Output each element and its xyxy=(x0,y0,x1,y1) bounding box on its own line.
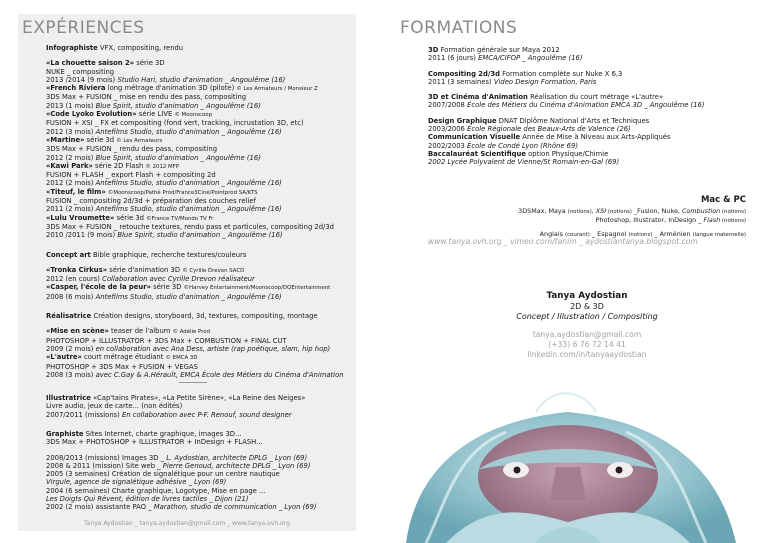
project-studio: Collaboration avec Cyrille Drevon réalisateur xyxy=(102,275,255,284)
project-detail: long métrage d'animation 3D (pilote) xyxy=(105,84,237,93)
formation-line xyxy=(428,70,746,78)
exp-line xyxy=(46,353,350,362)
formation-line xyxy=(428,46,746,54)
formation-title: 3D xyxy=(428,46,439,54)
project-detail: série LIVE xyxy=(136,110,175,119)
exp-line xyxy=(46,145,350,153)
formation-detail: Réalisation du court métrage «L'autre» xyxy=(527,93,664,102)
project-detail: NUKE _ compositing xyxy=(46,67,115,76)
project-credit: ©France TV/Mondo TV Fr xyxy=(146,215,214,222)
project-detail: FUSION _ compositing 2d/3d + préparation des couches relief xyxy=(46,197,256,206)
formation-line xyxy=(428,101,746,109)
exp-entries xyxy=(46,59,350,239)
skills-languages-line: Anglais (courant) _ Espagnol (notions) _ Arménien (langue maternelle) xyxy=(539,229,746,238)
project-detail: 3DS Max + FUSION _ rendu des pass, compositing xyxy=(46,145,218,154)
project-title: «Casper, l'école de la peur» xyxy=(46,283,151,292)
project-studio: Antefilms Studio, studio d'animation _ Angoulême (16) xyxy=(95,127,282,136)
formations-heading: FORMATIONS xyxy=(400,18,518,38)
formation-line xyxy=(428,142,746,150)
project-studio: Pierre Genoud, architecte DPLG _ Lyon (69) xyxy=(162,461,311,470)
project-detail: 2012 (2 mois) xyxy=(46,153,96,162)
exp-line xyxy=(46,337,350,345)
formation-detail: Année de Mise à Niveau aux Arts-Appliqués xyxy=(520,133,671,142)
skills-software-line: Photoshop, Illustrator, InDesign _ Flash (notions) xyxy=(595,216,746,225)
project-credit: © Moonscoop xyxy=(174,112,212,119)
exp-line xyxy=(46,478,350,486)
exp-line xyxy=(46,223,350,231)
email-link[interactable]: tanya.aydostian@gmail.com xyxy=(532,330,642,339)
formation-school: École des Métiers du Cinéma d'Animation EMCA 3D _ Angoulême (16) xyxy=(467,101,705,110)
formation-detail: 2011 (3 semaines) xyxy=(428,77,494,86)
exp-line xyxy=(46,214,350,223)
footer-contact: Tanya Aydostian _ tanya.aydostian@gmail.com _ www.tanya.ovh.org xyxy=(84,520,290,527)
formation-title: 3D et Cinéma d'Animation xyxy=(428,93,528,102)
project-studio: Blue Spirit, studio d'animation _ Angoulême (16) xyxy=(117,231,283,240)
exp-line xyxy=(46,119,350,127)
exp-block-infographiste xyxy=(46,44,350,240)
exp-line xyxy=(46,68,350,76)
formation-detail: option Physique/Chimie xyxy=(525,149,609,158)
formation-entry xyxy=(428,93,746,110)
contact-card xyxy=(428,291,746,360)
project-detail: 3DS Max + FUSION _ retouche textures, rendu pass et particules, compositing 2d/3d xyxy=(46,222,334,231)
exp-role: Concept art xyxy=(46,250,91,259)
linkedin-link[interactable]: linkedin.com/in/tanyaaydostian xyxy=(527,350,647,359)
formation-line xyxy=(428,150,746,158)
exp-block-concept xyxy=(46,251,350,301)
project-title: «Titeuf, le film» xyxy=(46,187,106,196)
project-studio: L. Aydostian, architecte DPLG _ Lyon (69) xyxy=(166,453,308,462)
skills-software-line: 3DSMax, Maya (notions), XSI (notions) _Fusion, Nuke, Combustion (notions) xyxy=(518,206,746,215)
formation-line xyxy=(428,133,746,141)
project-detail: série 3D xyxy=(151,283,184,292)
exp-line xyxy=(46,470,350,478)
exp-line xyxy=(46,171,350,179)
project-credit: © Les Armateurs xyxy=(116,137,163,144)
exp-role: Illustratrice xyxy=(46,394,91,403)
project-detail: 2012 (3 mois) xyxy=(46,127,96,136)
project-title: «Code Lyoko Evolution» xyxy=(46,110,137,119)
exp-line xyxy=(46,327,350,336)
formation-detail: 2002/2003 xyxy=(428,141,468,150)
project-detail: PHOTOSHOP + ILLUSTRATOR + 3DS Max + COMBUSTION + FINAL CUT xyxy=(46,336,287,345)
formation-line xyxy=(428,158,746,166)
formation-title: Design Graphique xyxy=(428,116,497,125)
project-credit: © Adélie Prod xyxy=(172,329,211,336)
project-detail: série d'animation 3D xyxy=(107,265,183,274)
experiences-column xyxy=(46,44,350,512)
exp-line xyxy=(46,205,350,213)
exp-line xyxy=(46,154,350,162)
skills-block xyxy=(518,196,746,239)
project-title: «Martine» xyxy=(46,135,85,144)
project-credit: © EMCA 3D xyxy=(165,355,198,362)
exp-line xyxy=(46,487,350,495)
project-detail: 2008 (6 mois) xyxy=(46,292,96,301)
project-studio: Marathon, studio de communication _ Lyon (69) xyxy=(153,503,317,512)
project-studio: Blue Spirit, studio d'animation _ Angoulême (16) xyxy=(95,153,261,162)
project-title: «Mise en scène» xyxy=(46,327,109,336)
project-title: «La chouette saison 2» xyxy=(46,59,135,68)
exp-line xyxy=(46,179,350,187)
exp-line: Livre audio, jeux de carte... (non édités) xyxy=(46,402,183,411)
exp-role: Infographiste xyxy=(46,44,98,52)
exp-role-desc: VFX, compositing, rendu xyxy=(97,44,184,52)
formation-title: Communication Visuelle xyxy=(428,133,521,142)
project-detail: 2012 (2 mois) xyxy=(46,179,96,188)
project-detail: court métrage étudiant xyxy=(81,353,166,362)
formation-school: EMCA/CIFOP _ Angoulême (16) xyxy=(478,54,583,63)
exp-place: En collaboration avec P-F. Renouf, sound designer xyxy=(122,410,292,419)
formation-line xyxy=(428,54,746,62)
exp-line xyxy=(46,197,350,205)
project-studio: en collaboration avec Ana Dess, artiste (rap poétique, slam, hip hop) xyxy=(95,344,331,353)
project-credit: © 2012 MFP xyxy=(145,163,180,170)
exp-line xyxy=(46,495,350,503)
formation-line xyxy=(428,117,746,125)
formation-line xyxy=(428,125,746,133)
exp-line xyxy=(46,503,350,511)
exp-line xyxy=(46,275,350,283)
experiences-heading: EXPÉRIENCES xyxy=(22,18,145,38)
formation-entry xyxy=(428,117,746,167)
project-detail: 2012 (en cours) xyxy=(46,275,103,284)
exp-line xyxy=(46,102,350,110)
project-studio: Blue Spirit, studio d'animation _ Angoulême (16) xyxy=(95,101,261,110)
exp-line xyxy=(46,93,350,101)
formations-list xyxy=(428,46,746,167)
character-illustration xyxy=(386,382,750,543)
exp-line xyxy=(46,136,350,145)
exp-line xyxy=(46,59,350,67)
exp-block-realisatrice xyxy=(46,312,350,383)
exp-line xyxy=(46,454,350,462)
experiences-panel xyxy=(18,14,356,531)
project-credit: © Les Armateurs / Monsieur Z xyxy=(236,86,318,93)
project-detail: série 3d xyxy=(84,135,117,144)
project-detail: 2005 (3 semaines) Création de signalétique pour un centre nautique xyxy=(46,470,280,479)
exp-line xyxy=(46,128,350,136)
person-roles: Concept / Illustration / Compositing xyxy=(516,312,658,321)
exp-date: 2007/2011 (missions) xyxy=(46,410,122,419)
project-detail: 2008 & 2011 (mission) Site web _ xyxy=(46,461,163,470)
project-credit: © Cyrille Drevon SACD xyxy=(182,267,245,274)
exp-line xyxy=(46,462,350,470)
project-studio: Les Doigts Qui Rêvent, édition de livres tactiles _ Dijon (21) xyxy=(46,495,249,504)
exp-line xyxy=(46,266,350,275)
exp-block-graphiste xyxy=(46,430,350,512)
project-studio: avec C.Gay & A.Hérault, EMCA École des Métiers du Cinéma d'Animation xyxy=(95,370,344,379)
exp-role-desc: Bible graphique, recherche textures/couleurs xyxy=(90,250,247,259)
formation-school: Video Design Formation, Paris xyxy=(493,77,597,86)
exp-line xyxy=(46,188,350,197)
project-detail: série 3d xyxy=(114,213,147,222)
formation-detail: 2011 (6 jours) xyxy=(428,54,479,63)
project-studio: Studio Hari, studio d'animation _ Angoulême (16) xyxy=(117,75,286,84)
exp-role: Réalisatrice xyxy=(46,312,92,321)
project-detail: 2009 (2 mois) xyxy=(46,344,96,353)
project-detail: série 3D xyxy=(134,59,165,68)
project-credit: ©Moonscoop/Pathé Prod/France3Ciné/Pointprod SA/KTS xyxy=(107,189,258,196)
exp-line xyxy=(46,293,350,301)
formation-detail: Formation complète sur Nuke X 6,3 xyxy=(499,69,623,78)
project-detail: 2013 (1 mois) xyxy=(46,101,96,110)
formation-detail: 2003/2006 xyxy=(428,125,468,134)
project-detail: 2008/2013 (missions) Images 3D _ xyxy=(46,453,167,462)
project-title: «Lulu Vroumette» xyxy=(46,213,115,222)
project-detail: 2008 (3 mois) xyxy=(46,370,96,379)
project-detail: PHOTOSHOP + 3DS Max + FUSION + VEGAS xyxy=(46,362,198,371)
project-detail: 2002 (2 mois) assistante PAO _ xyxy=(46,503,154,512)
project-detail: FUSION + FLASH _ export Flash + compositing 2d xyxy=(46,171,216,180)
project-studio: Antefilms Studio, studio d'animation _ Angoulême (16) xyxy=(95,205,282,214)
exp-line xyxy=(46,231,350,239)
formation-school: École Régionale des Beaux-Arts de Valence (26) xyxy=(467,125,631,134)
project-studio: Antefilms Studio, studio d'animation _ Angoulême (16) xyxy=(95,179,282,188)
exp-entries xyxy=(46,454,350,512)
exp-entries xyxy=(46,327,350,379)
formation-entry xyxy=(428,70,746,87)
exp-line xyxy=(46,110,350,119)
formation-detail: DNAT Diplôme National d'Arts et Techniques xyxy=(496,116,650,125)
exp-line xyxy=(46,345,350,353)
project-studio: Virgule, agence de signalétique adhésive _ Lyon (69) xyxy=(46,478,227,487)
exp-block-illustratrice xyxy=(46,394,350,419)
person-sub: 2D & 3D xyxy=(570,302,604,311)
project-studio: Antefilms Studio, studio d'animation _ Angoulême (16) xyxy=(95,292,282,301)
exp-line xyxy=(46,283,350,292)
web-links[interactable]: www.tanya.ovh.org _ vimeo.com/tanim _ aydostiantanya.blogspot.com xyxy=(428,237,698,246)
formation-title: Compositing 2d/3d xyxy=(428,69,500,78)
exp-line xyxy=(46,162,350,171)
exp-entries xyxy=(46,266,350,301)
project-detail: 2004 (6 semaines) Charte graphique, Logotype, Mise en page ... xyxy=(46,486,266,495)
project-title: «French Riviera xyxy=(46,84,106,93)
project-detail: 2010 /2011 (9 mois) xyxy=(46,231,118,240)
formation-title: Baccalauréat Scientifique xyxy=(428,149,526,158)
project-detail: teaser de l'album xyxy=(108,327,173,336)
project-title: «Kawi Park» xyxy=(46,161,93,170)
project-title: «Tronka Cirkus» xyxy=(46,265,108,274)
formation-detail: 2002 Lycée Polyvalent de Vienne/St Romain-en-Gal (69) xyxy=(428,158,620,167)
exp-role-desc: Sites Internet, charte graphique, images 3D... xyxy=(83,429,242,438)
project-detail: 3DS Max + FUSION _ mise en rendu des pass, compositing xyxy=(46,93,247,102)
exp-line xyxy=(46,371,350,379)
formation-detail: 2007/2008 xyxy=(428,101,468,110)
exp-line xyxy=(46,84,350,93)
exp-role-desc: «Cap'tains Pirates», «La Petite Sirène», «La Reine des Neiges» xyxy=(90,394,306,403)
exp-line: 3DS Max + PHOTOSHOP + ILLUSTRATOR + InDesign + FLASH... xyxy=(46,438,263,447)
person-name: Tanya Aydostian xyxy=(546,291,628,301)
formation-entry xyxy=(428,46,746,63)
formation-detail: Formation générale sur Maya 2012 xyxy=(438,46,560,54)
project-detail: série 2D Flash xyxy=(92,161,146,170)
project-detail: 2011 (2 mois) xyxy=(46,205,96,214)
exp-role: Graphiste xyxy=(46,429,84,438)
exp-role-desc: Création designs, storyboard, 3d, textures, compositing, montage xyxy=(91,312,318,321)
project-detail: FUSION + XSI _ FX et compositing (fond vert, tracking, incrustation 3D, etc) xyxy=(46,119,304,128)
skills-title: Mac & PC xyxy=(700,195,746,205)
project-detail: 2013 /2014 (9 mois) xyxy=(46,75,118,84)
formation-line xyxy=(428,78,746,86)
project-credit: ©Harvey Entertainment/Moonscoop/DQEntertainment xyxy=(183,285,331,292)
phone-number: (+33) 6 76 72 14 41 xyxy=(548,340,626,349)
exp-line xyxy=(46,76,350,84)
project-title: «L'autre» xyxy=(46,353,82,362)
formation-school: École de Condé Lyon (Rhône 69) xyxy=(467,141,578,150)
exp-line xyxy=(46,363,350,371)
